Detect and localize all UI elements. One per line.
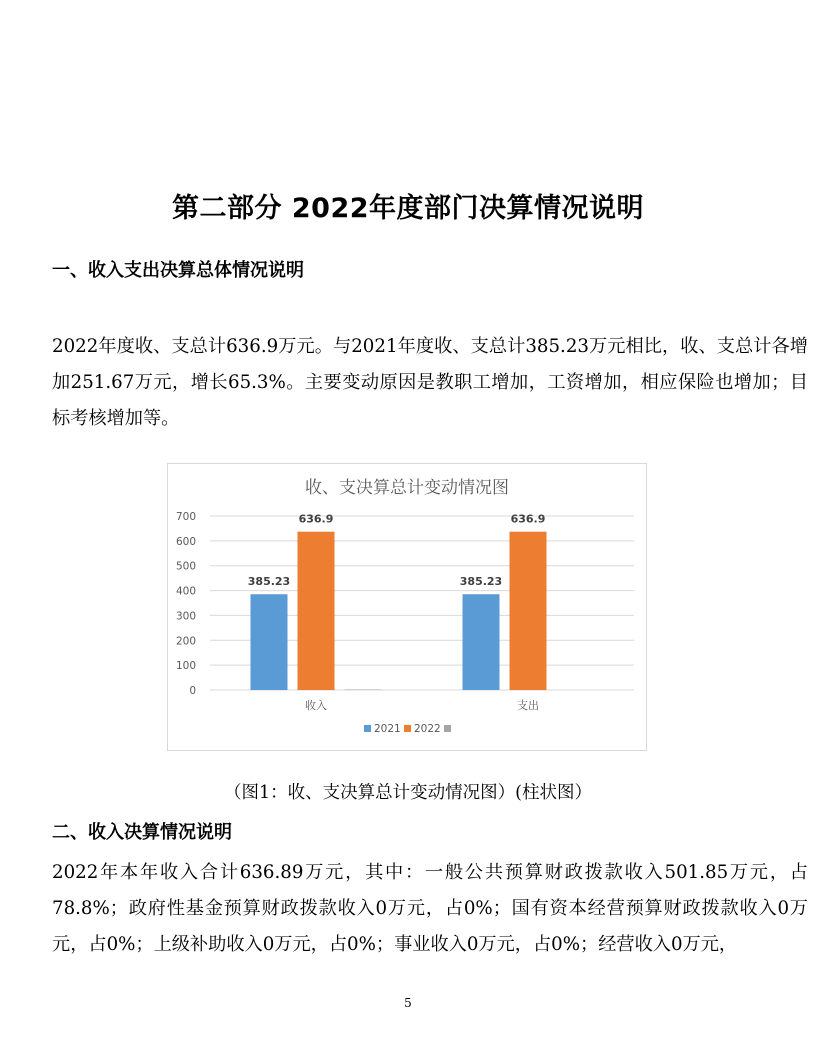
data-label: 385.23 [459, 575, 503, 589]
y-tick-label: 700 [175, 511, 196, 523]
data-label: 385.23 [247, 575, 291, 589]
bar-2021-1 [463, 594, 500, 690]
y-tick-label: 0 [189, 685, 196, 697]
section-paragraph-income: 2022年本年收入合计636.89万元，其中：一般公共预算财政拨款收入501.85万元，占78.8%；政府性基金预算财政拨款收入0万元，占0%；国有资本经营预算财政拨款收入0万元，占0%；上级补助收入0万元，占0%；事业收入0万元，占0%；经营收入0万元， [52, 862, 808, 955]
legend-label: 2021 [374, 723, 401, 735]
bar-chart [167, 463, 647, 751]
bar-2022-0 [298, 532, 335, 690]
section-paragraph-overview: 2022年度收、支总计636.9万元。与2021年度收、支总计385.23万元相比，收、支总计各增加251.67万元，增长65.3%。主要变动原因是教职工增加，工资增加，相应保险也增加；目标考核增加等。 [52, 336, 808, 429]
legend-label: 2022 [414, 723, 441, 735]
legend-swatch [364, 725, 371, 732]
y-tick-label: 300 [175, 610, 196, 623]
x-tick-label: 支出 [517, 699, 539, 712]
page-number: 5 [404, 996, 412, 1010]
data-label: 636.9 [510, 512, 546, 526]
legend-swatch [444, 725, 451, 732]
section-heading-income: 二、收入决算情况说明 [52, 822, 232, 843]
section-heading-income-expense-overview: 一、收入支出决算总体情况说明 [52, 260, 304, 281]
page-title: 第二部分 2022年度部门决算情况说明 [171, 193, 645, 224]
figure-caption: （图1：收、支决算总计变动情况图）(柱状图） [224, 783, 592, 803]
x-tick-label: 收入 [305, 699, 327, 712]
bar-2022-1 [510, 532, 547, 690]
y-tick-label: 400 [175, 585, 196, 598]
data-label: 636.9 [298, 512, 334, 526]
y-tick-label: 200 [175, 635, 196, 648]
legend-swatch [404, 725, 411, 732]
y-tick-label: 600 [175, 535, 196, 548]
y-tick-label: 100 [175, 660, 196, 673]
chart-svg [168, 464, 646, 750]
chart-title: 收、支决算总计变动情况图 [305, 478, 509, 498]
y-tick-label: 500 [175, 560, 196, 573]
bar-2021-0 [251, 594, 288, 690]
